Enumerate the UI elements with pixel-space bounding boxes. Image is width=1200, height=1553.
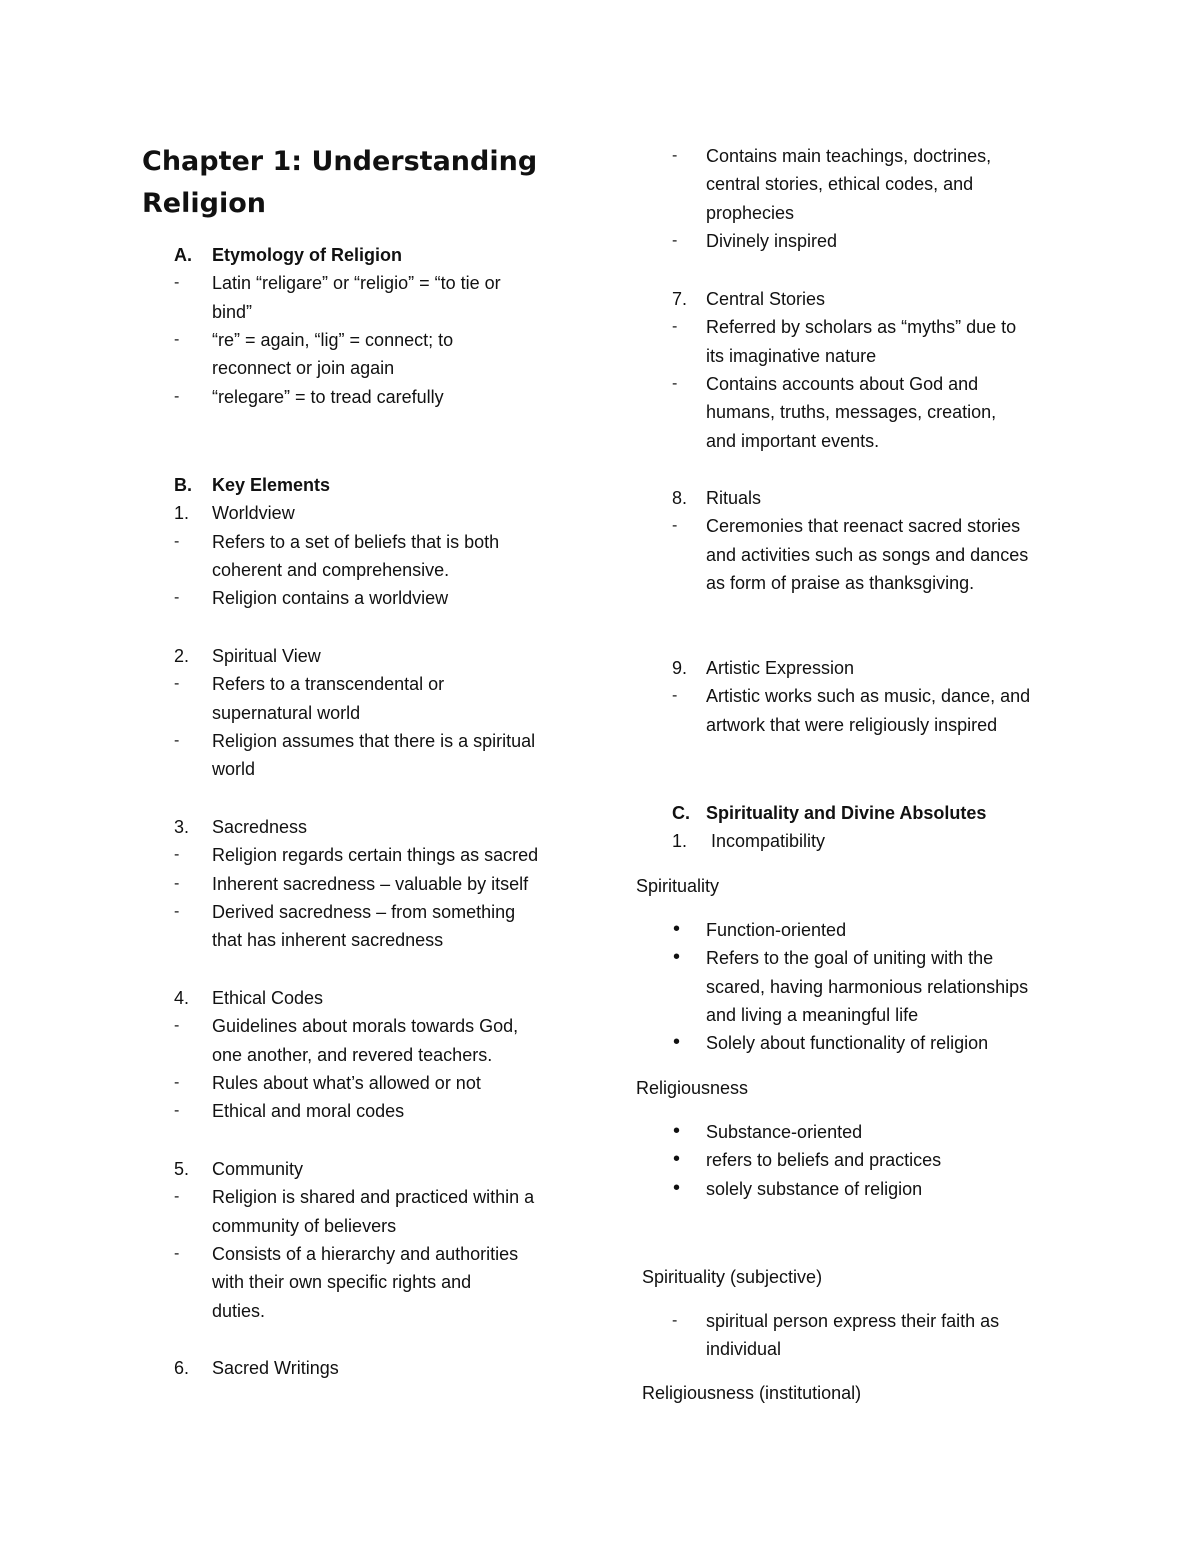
dash-marker: - bbox=[672, 374, 678, 392]
central-stories-item: and important events. bbox=[706, 430, 880, 451]
spiritual-view-item: Religion assumes that there is a spiritual bbox=[212, 730, 536, 751]
dash-marker: - bbox=[174, 902, 180, 920]
element-community-label: Community bbox=[212, 1159, 304, 1179]
spiritual-view-item: world bbox=[212, 759, 256, 780]
dash-marker: - bbox=[672, 687, 678, 705]
etymology-item: Latin “religare” or “religio” = “to tie or bbox=[212, 273, 501, 294]
spirituality-bullet: Function-oriented bbox=[706, 920, 847, 940]
element-central-stories-label: Central Stories bbox=[706, 289, 826, 309]
dash-marker: - bbox=[672, 517, 678, 535]
religiousness-institutional-heading: Religiousness (institutional) bbox=[642, 1383, 862, 1403]
community-item: Religion is shared and practiced within a bbox=[212, 1187, 535, 1208]
ethical-codes-item: one another, and revered teachers. bbox=[212, 1044, 493, 1065]
dash-marker: - bbox=[174, 1073, 180, 1091]
community-item: duties. bbox=[212, 1300, 266, 1321]
etymology-item: “relegare” = to tread carefully bbox=[212, 386, 444, 407]
sacredness-item: Derived sacredness – from something bbox=[212, 901, 516, 922]
dash-marker: - bbox=[174, 874, 180, 892]
page-title: Chapter 1: Understanding Religion bbox=[142, 146, 538, 219]
bullet-marker: • bbox=[673, 1176, 681, 1199]
central-stories-item: Contains accounts about God and bbox=[706, 373, 979, 394]
element-sacredness-marker: 3. bbox=[174, 817, 190, 837]
religiousness-bullet: solely substance of religion bbox=[706, 1178, 923, 1199]
element-community-marker: 5. bbox=[174, 1159, 190, 1179]
community-item: Consists of a hierarchy and authorities bbox=[212, 1243, 519, 1264]
element-ethical-codes-marker: 4. bbox=[174, 988, 190, 1008]
sacredness-item: Inherent sacredness – valuable by itself bbox=[212, 873, 529, 894]
dash-marker: - bbox=[174, 274, 180, 292]
element-sacredness-label: Sacredness bbox=[212, 817, 308, 837]
spirituality-bullet: scared, having harmonious relationships bbox=[706, 976, 1029, 997]
sacredness-item: Religion regards certain things as sacred bbox=[212, 845, 539, 866]
dash-marker: - bbox=[174, 1102, 180, 1120]
etymology-item: bind” bbox=[212, 301, 253, 322]
element-rituals-label: Rituals bbox=[706, 488, 762, 508]
sacred-writings-item: central stories, ethical codes, and bbox=[706, 174, 974, 195]
rituals-item: Ceremonies that reenact sacred stories bbox=[706, 516, 1021, 537]
etymology-item: reconnect or join again bbox=[212, 358, 395, 379]
section-a-heading-marker: A. bbox=[174, 245, 192, 265]
ethical-codes-item: Rules about what’s allowed or not bbox=[212, 1072, 481, 1093]
spirituality-bullet: Solely about functionality of religion bbox=[706, 1033, 989, 1054]
worldview-item: coherent and comprehensive. bbox=[212, 559, 450, 580]
community-item: community of believers bbox=[212, 1215, 397, 1236]
sacred-writings-item: Contains main teachings, doctrines, bbox=[706, 146, 992, 166]
bullet-marker: • bbox=[673, 1148, 681, 1171]
element-ethical-codes-label: Ethical Codes bbox=[212, 988, 324, 1008]
etymology-item: “re” = again, “lig” = connect; to bbox=[212, 329, 454, 350]
section-c-heading-label: Spirituality and Divine Absolutes bbox=[706, 803, 987, 823]
element-spiritual-view-marker: 2. bbox=[174, 646, 190, 666]
subsection-incompatibility-marker: 1. bbox=[672, 831, 688, 852]
dash-marker: - bbox=[672, 318, 678, 336]
spirituality-bullet: Refers to the goal of uniting with the bbox=[706, 948, 994, 969]
dash-marker: - bbox=[672, 1312, 678, 1329]
dash-marker: - bbox=[672, 147, 678, 164]
sacred-writings-item: Divinely inspired bbox=[706, 230, 838, 251]
element-artistic-expression-marker: 9. bbox=[672, 658, 688, 678]
spiritual-view-item: supernatural world bbox=[212, 702, 361, 723]
element-worldview-marker: 1. bbox=[174, 503, 190, 524]
central-stories-item: Referred by scholars as “myths” due to bbox=[706, 317, 1017, 338]
element-rituals-marker: 8. bbox=[672, 488, 688, 508]
dash-marker: - bbox=[174, 731, 180, 749]
element-central-stories-marker: 7. bbox=[672, 289, 688, 309]
rituals-item: as form of praise as thanksgiving. bbox=[706, 572, 975, 593]
element-sacred-writings-marker: 6. bbox=[174, 1358, 190, 1378]
bullet-marker: • bbox=[673, 1120, 681, 1142]
spirituality-heading: Spirituality bbox=[636, 876, 720, 896]
subjective-item: individual bbox=[706, 1339, 782, 1360]
dash-marker: - bbox=[174, 330, 180, 348]
dash-marker: - bbox=[672, 231, 678, 249]
subjective-item: spiritual person express their faith as bbox=[706, 1311, 1000, 1331]
spirituality-bullet: and living a meaningful life bbox=[706, 1004, 919, 1025]
artistic-expression-item: Artistic works such as music, dance, and bbox=[706, 686, 1031, 707]
dash-marker: - bbox=[174, 1017, 180, 1035]
section-b-heading-marker: B. bbox=[174, 475, 192, 495]
community-item: with their own specific rights and bbox=[212, 1272, 472, 1293]
element-sacred-writings-label: Sacred Writings bbox=[212, 1358, 339, 1378]
artistic-expression-item: artwork that were religiously inspired bbox=[706, 714, 998, 735]
sacredness-item: that has inherent sacredness bbox=[212, 930, 444, 951]
section-a-heading-label: Etymology of Religion bbox=[212, 245, 403, 265]
religiousness-heading: Religiousness bbox=[636, 1078, 749, 1098]
element-worldview-label: Worldview bbox=[212, 503, 295, 524]
section-b-heading-label: Key Elements bbox=[212, 475, 331, 495]
bullet-marker: • bbox=[673, 918, 681, 940]
dash-marker: - bbox=[174, 387, 180, 405]
bullet-marker: • bbox=[673, 946, 681, 969]
central-stories-item: its imaginative nature bbox=[706, 345, 877, 366]
dash-marker: - bbox=[174, 846, 180, 864]
religiousness-bullet: refers to beliefs and practices bbox=[706, 1150, 942, 1171]
dash-marker: - bbox=[174, 1188, 180, 1206]
worldview-item: Refers to a set of beliefs that is both bbox=[212, 531, 500, 552]
rituals-item: and activities such as songs and dances bbox=[706, 544, 1029, 565]
section-c-heading-marker: C. bbox=[672, 803, 690, 823]
sacred-writings-item: prophecies bbox=[706, 202, 795, 223]
dash-marker: - bbox=[174, 1244, 180, 1262]
worldview-item: Religion contains a worldview bbox=[212, 588, 449, 609]
dash-marker: - bbox=[174, 589, 180, 607]
religiousness-bullet: Substance-oriented bbox=[706, 1122, 863, 1142]
central-stories-item: humans, truths, messages, creation, bbox=[706, 402, 997, 423]
ethical-codes-item: Guidelines about morals towards God, bbox=[212, 1016, 519, 1037]
element-spiritual-view-label: Spiritual View bbox=[212, 646, 321, 666]
ethical-codes-item: Ethical and moral codes bbox=[212, 1101, 405, 1122]
bullet-marker: • bbox=[673, 1031, 681, 1054]
subsection-incompatibility-label: Incompatibility bbox=[711, 831, 826, 852]
element-artistic-expression-label: Artistic Expression bbox=[706, 658, 855, 678]
spirituality-subjective-heading: Spirituality (subjective) bbox=[642, 1267, 823, 1287]
dash-marker: - bbox=[174, 675, 180, 693]
spiritual-view-item: Refers to a transcendental or bbox=[212, 674, 445, 695]
dash-marker: - bbox=[174, 532, 180, 550]
